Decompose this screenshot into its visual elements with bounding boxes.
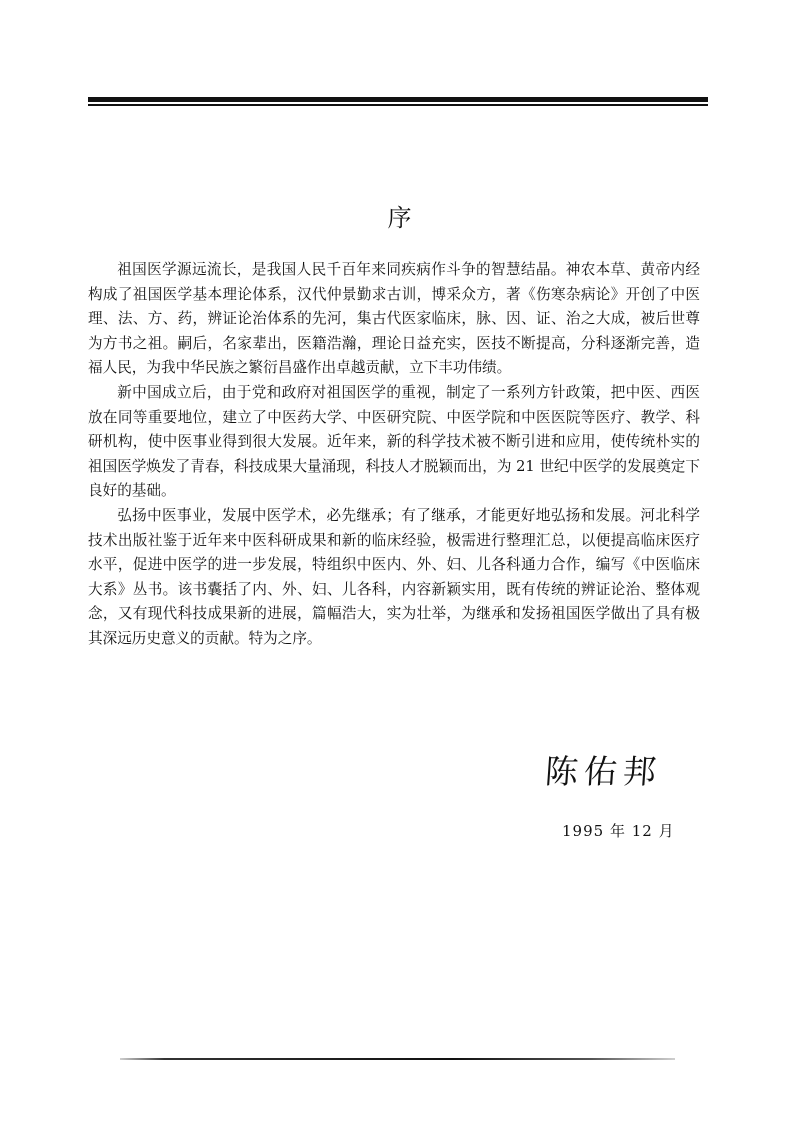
author-signature: 陈佑邦 (543, 752, 664, 791)
header-rule-thick (88, 97, 708, 102)
footer-rule (120, 1058, 675, 1060)
preface-date: 1995 年 12 月 (562, 822, 675, 840)
paragraph-2: 新中国成立后，由于党和政府对祖国医学的重视，制定了一系列方针政策，把中医、西医放在同等重要地位，建立了中医药大学、中医研究院、中医学院和中医医院等医疗、教学、科研机构，使中医事业得到很大发展。近年来，新的科学技术被不断引进和应用，使传统朴实的祖国医学焕发了青春，科技成果大量涌现，科技人才脱颖而出，为 21 世纪中医学的发展奠定下良好的基础。 (88, 383, 700, 500)
paragraph-1: 祖国医学源远流长，是我国人民千百年来同疾病作斗争的智慧结晶。神农本草、黄帝内经构成了祖国医学基本理论体系，汉代仲景勤求古训，博采众方，著《伤寒杂病论》开创了中医理、法、方、药，辨证论治体系的先河，集古代医家临床，脉、因、证、治之大成，被后世尊为方书之祖。嗣后，名家辈出，医籍浩瀚，理论日益充实，医技不断提高，分科逐渐完善，造福人民，为我中华民族之繁衍昌盛作出卓越贡献，立下丰功伟绩。 (88, 261, 700, 377)
preface-body (88, 258, 700, 652)
paragraph-3: 弘扬中医事业，发展中医学术，必先继承；有了继承，才能更好地弘扬和发展。河北科学技术出版社鉴于近年来中医科研成果和新的临床经验，极需进行整理汇总，以便提高临床医疗水平，促进中医学的进一步发展，特组织中医内、外、妇、儿各科通力合作，编写《中医临床大系》丛书。该书囊括了内、外、妇、儿各科，内容新颖实用，既有传统的辨证论治、整体观念，又有现代科技成果新的进展，篇幅浩大，实为壮举，为继承和发扬祖国医学做出了具有极其深远历史意义的贡献。特为之序。 (88, 506, 700, 647)
preface-title: 序 (387, 204, 414, 232)
header-rule-thin (88, 104, 708, 106)
